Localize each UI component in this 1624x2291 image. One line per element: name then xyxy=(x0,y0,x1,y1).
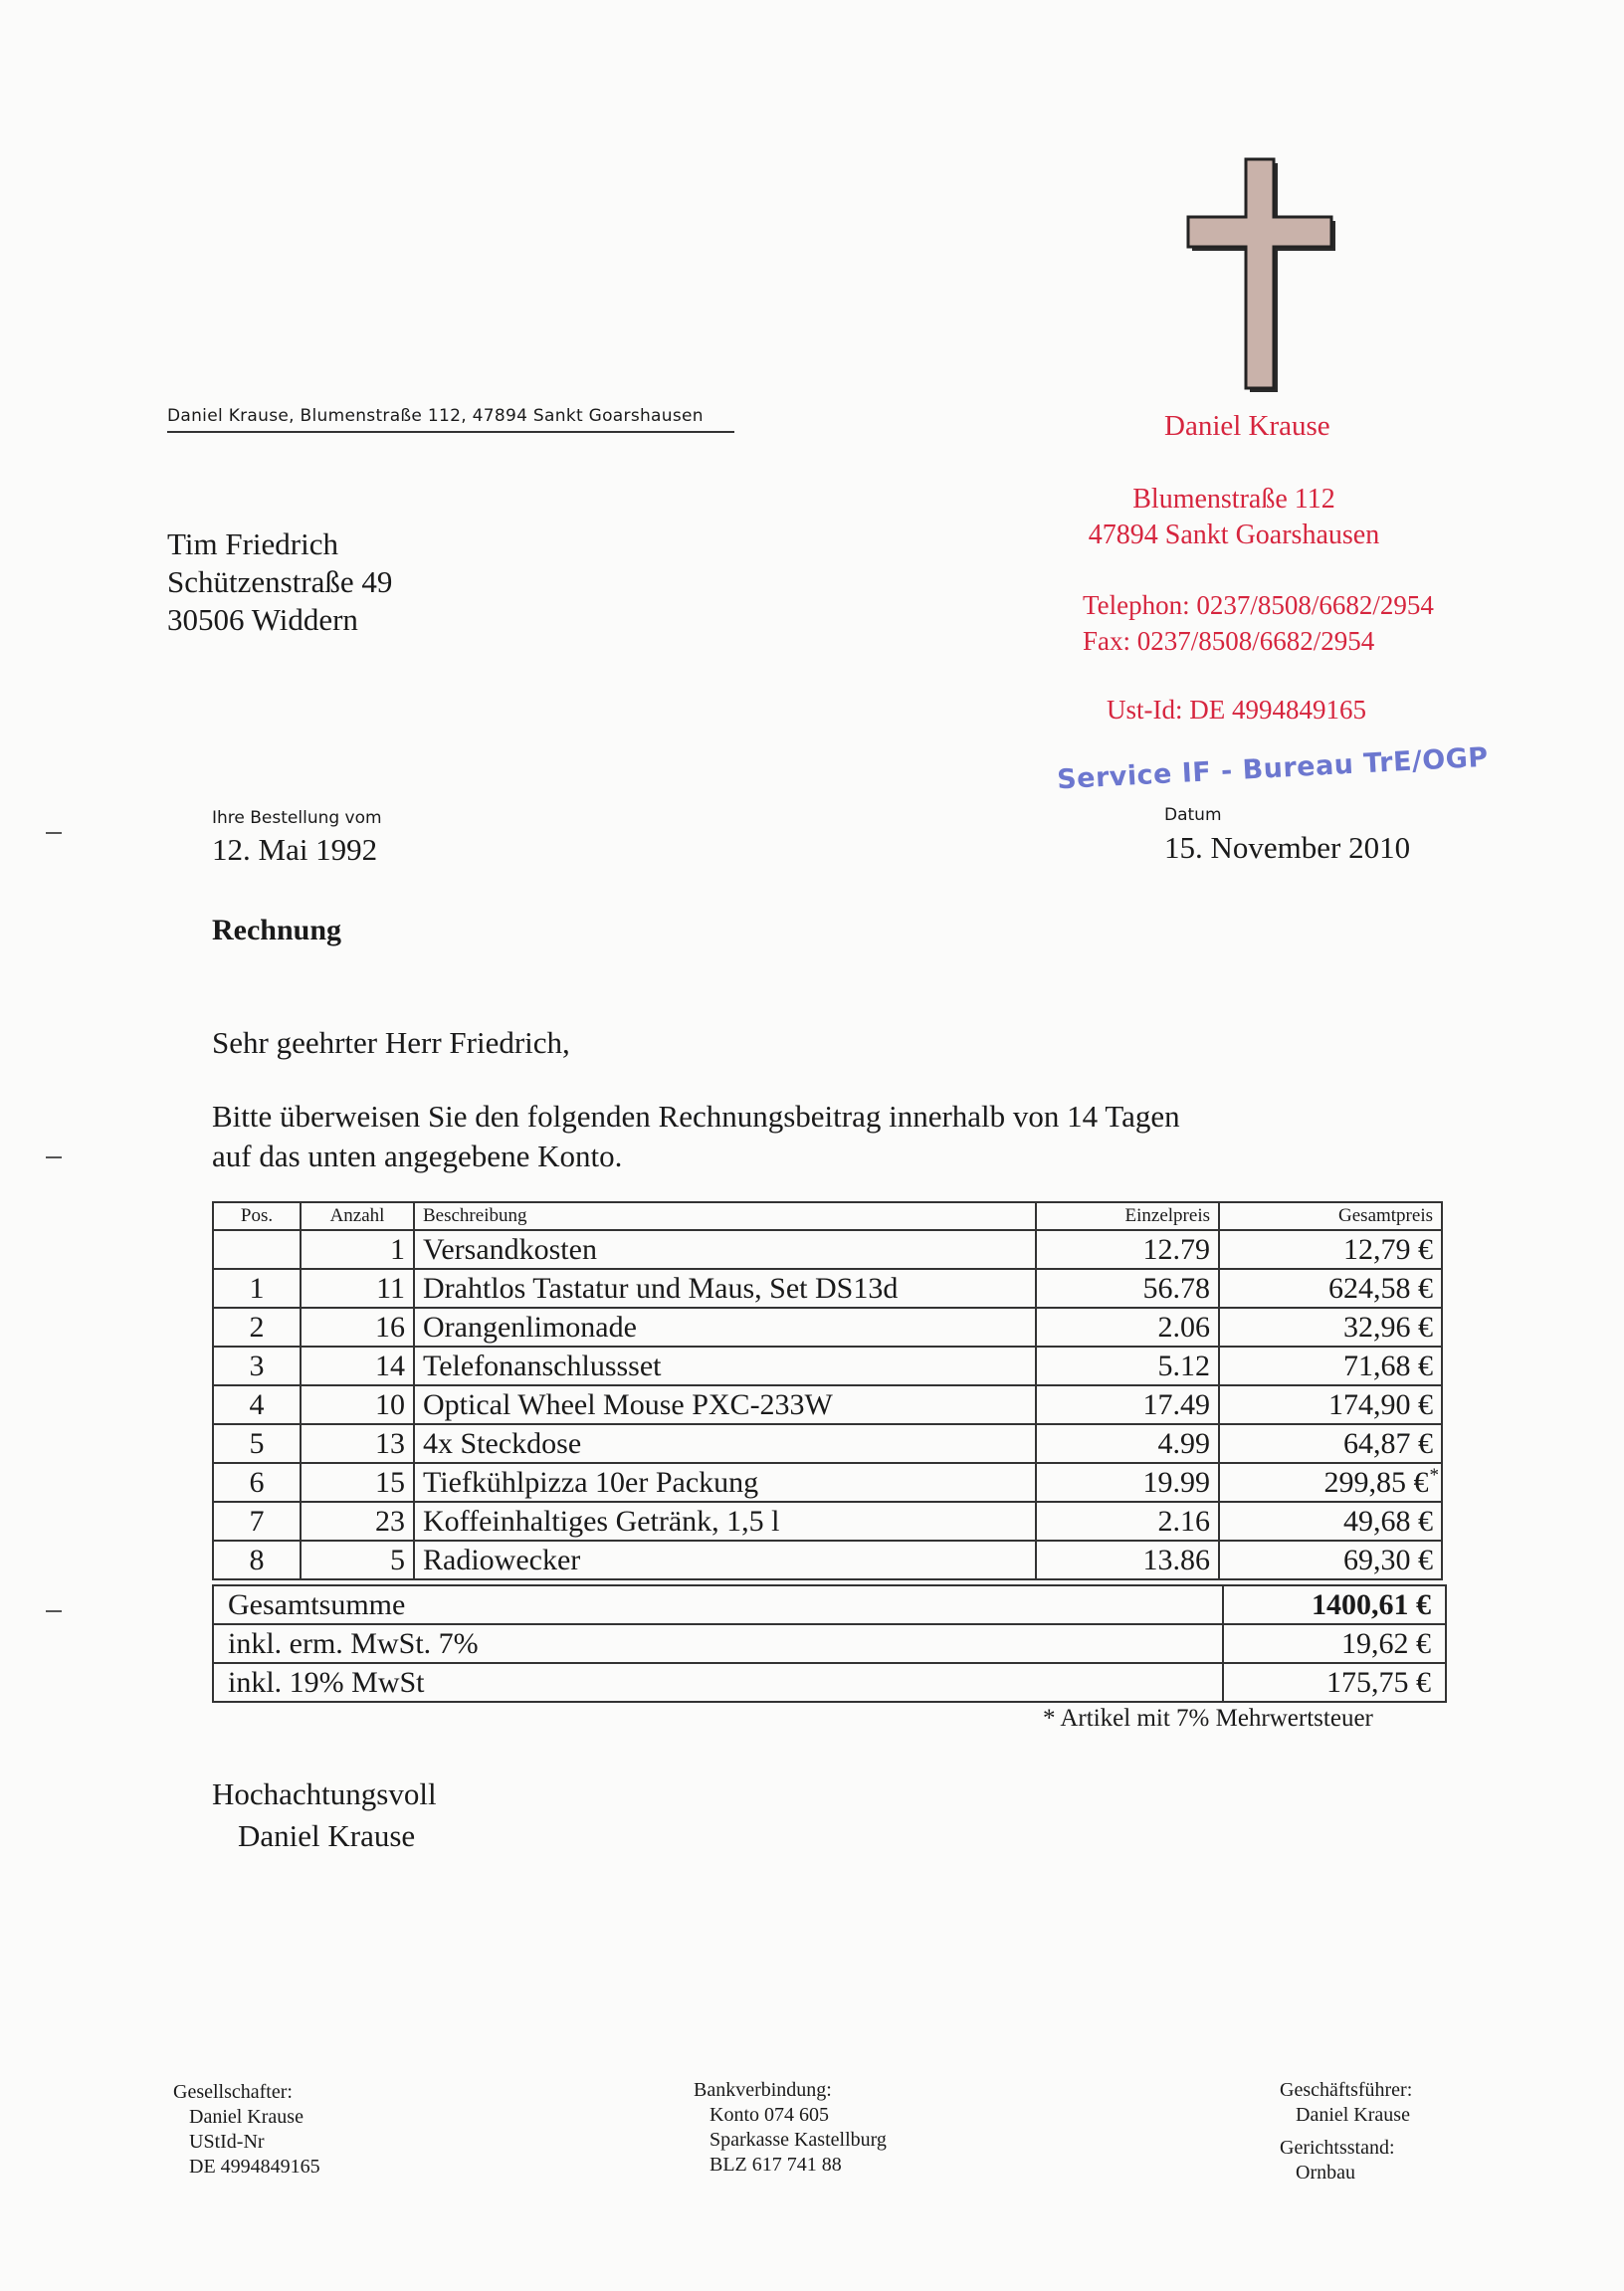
cell-qty: 23 xyxy=(301,1502,414,1541)
cell-pos: 8 xyxy=(213,1541,301,1579)
footer-line: Daniel Krause xyxy=(189,2106,304,2128)
cell-description: Radiowecker xyxy=(414,1541,1036,1579)
closing-name: Daniel Krause xyxy=(238,1818,416,1853)
letterhead-fax: Fax: 0237/8508/6682/2954 xyxy=(1083,626,1375,656)
footer-line: DE 4994849165 xyxy=(189,2156,320,2178)
cell-pos: 6 xyxy=(213,1463,301,1502)
table-row xyxy=(213,1230,1442,1269)
cell-pos: 3 xyxy=(213,1347,301,1385)
sender-return-address: Daniel Krause, Blumenstraße 112, 47894 Sankt Goarshausen xyxy=(167,406,734,433)
recipient-street: Schützenstraße 49 xyxy=(167,564,393,599)
footer-title: Gerichtsstand: xyxy=(1280,2137,1395,2159)
cell-pos: 7 xyxy=(213,1502,301,1541)
letterhead-street: Blumenstraße 112 xyxy=(1132,484,1335,515)
total-row xyxy=(213,1585,1446,1624)
cell-qty: 1 xyxy=(301,1230,414,1269)
table-row xyxy=(213,1541,1442,1579)
header-pos: Pos. xyxy=(213,1202,301,1230)
cell-description: Tiefkühlpizza 10er Packung xyxy=(414,1463,1036,1502)
cell-total-price: 71,68 € xyxy=(1219,1347,1442,1385)
vat19-value: 175,75 € xyxy=(1223,1663,1446,1702)
footer-bank xyxy=(694,2078,887,2178)
cell-total-price: 69,30 € xyxy=(1219,1541,1442,1579)
recipient-address xyxy=(167,525,392,639)
table-row xyxy=(213,1308,1442,1347)
cell-pos xyxy=(213,1230,301,1269)
cell-total-price: 32,96 € xyxy=(1219,1308,1442,1347)
vat-marker: * xyxy=(1429,1464,1439,1486)
cell-pos: 2 xyxy=(213,1308,301,1347)
cell-unit-price: 12.79 xyxy=(1036,1230,1219,1269)
cell-unit-price: 4.99 xyxy=(1036,1424,1219,1463)
vat7-label: inkl. erm. MwSt. 7% xyxy=(213,1624,1223,1663)
cell-description: Koffeinhaltiges Getränk, 1,5 l xyxy=(414,1502,1036,1541)
cell-unit-price: 56.78 xyxy=(1036,1269,1219,1308)
cell-total-price: 49,68 € xyxy=(1219,1502,1442,1541)
total-label: Gesamtsumme xyxy=(213,1585,1223,1624)
footer-title: Bankverbindung: xyxy=(694,2079,832,2101)
cell-unit-price: 2.06 xyxy=(1036,1308,1219,1347)
cell-unit-price: 19.99 xyxy=(1036,1463,1219,1502)
cell-unit-price: 2.16 xyxy=(1036,1502,1219,1541)
table-row xyxy=(213,1347,1442,1385)
vat19-row xyxy=(213,1663,1446,1702)
letterhead-city: 47894 Sankt Goarshausen xyxy=(1088,520,1380,550)
footer-line: UStId-Nr xyxy=(189,2131,265,2153)
header-total-price: Gesamtpreis xyxy=(1219,1202,1442,1230)
cell-description: Optical Wheel Mouse PXC-233W xyxy=(414,1385,1036,1424)
greeting: Sehr geehrter Herr Friedrich, xyxy=(212,1025,570,1060)
footer-line: Daniel Krause xyxy=(1296,2104,1410,2126)
invoice-date: 15. November 2010 xyxy=(1164,830,1411,865)
cell-total-price: 299,85 €* xyxy=(1219,1463,1442,1502)
header-unit-price: Einzelpreis xyxy=(1036,1202,1219,1230)
cell-qty: 15 xyxy=(301,1463,414,1502)
closing xyxy=(212,1773,437,1857)
letterhead-telephone: Telephon: 0237/8508/6682/2954 xyxy=(1083,590,1434,620)
table-row xyxy=(213,1269,1442,1308)
cell-qty: 16 xyxy=(301,1308,414,1347)
items-table xyxy=(212,1201,1443,1580)
total-value: 1400,61 € xyxy=(1223,1585,1446,1624)
ink-stamp: Service IF - Bureau TrE/OGP xyxy=(1056,741,1490,796)
footer-title: Geschäftsführer: xyxy=(1280,2079,1413,2101)
footnote: * Artikel mit 7% Mehrwertsteuer xyxy=(1043,1705,1373,1732)
totals-table xyxy=(212,1584,1447,1703)
footer-line: BLZ 617 741 88 xyxy=(710,2154,842,2176)
cell-qty: 11 xyxy=(301,1269,414,1308)
order-date-label: Ihre Bestellung vom xyxy=(212,808,382,828)
closing-phrase: Hochachtungsvoll xyxy=(212,1776,437,1811)
recipient-city: 30506 Widdern xyxy=(167,602,358,637)
cell-description: Telefonanschlussset xyxy=(414,1347,1036,1385)
cell-unit-price: 5.12 xyxy=(1036,1347,1219,1385)
letterhead-name: Daniel Krause xyxy=(1164,410,1330,442)
cell-description: Orangenlimonade xyxy=(414,1308,1036,1347)
body-text xyxy=(212,1097,1426,1176)
order-date: 12. Mai 1992 xyxy=(212,832,378,867)
document-subject: Rechnung xyxy=(212,914,342,946)
cell-unit-price: 17.49 xyxy=(1036,1385,1219,1424)
vat7-row xyxy=(213,1624,1446,1663)
footer-shareholder xyxy=(173,2080,320,2180)
cell-qty: 10 xyxy=(301,1385,414,1424)
fold-mark xyxy=(46,1610,62,1612)
cell-qty: 14 xyxy=(301,1347,414,1385)
body-line: Bitte überweisen Sie den folgenden Rechnungsbeitrag innerhalb von 14 Tagen xyxy=(212,1099,1180,1134)
cell-total-price: 64,87 € xyxy=(1219,1424,1442,1463)
table-row xyxy=(213,1463,1442,1502)
vat7-value: 19,62 € xyxy=(1223,1624,1446,1663)
letterhead-contact xyxy=(1083,587,1434,659)
footer-management xyxy=(1280,2078,1412,2186)
footer-line: Sparkasse Kastellburg xyxy=(710,2129,887,2151)
cell-pos: 5 xyxy=(213,1424,301,1463)
cell-description: Versandkosten xyxy=(414,1230,1036,1269)
cell-pos: 1 xyxy=(213,1269,301,1308)
cell-qty: 13 xyxy=(301,1424,414,1463)
table-row xyxy=(213,1385,1442,1424)
cell-description: 4x Steckdose xyxy=(414,1424,1036,1463)
cell-qty: 5 xyxy=(301,1541,414,1579)
punch-mark xyxy=(46,1156,62,1158)
recipient-name: Tim Friedrich xyxy=(167,526,338,561)
header-description: Beschreibung xyxy=(414,1202,1036,1230)
header-qty: Anzahl xyxy=(301,1202,414,1230)
footer-line: Konto 074 605 xyxy=(710,2104,829,2126)
cell-total-price: 12,79 € xyxy=(1219,1230,1442,1269)
fold-mark xyxy=(46,832,62,834)
cross-icon xyxy=(1182,155,1337,394)
letterhead-address xyxy=(1085,482,1383,553)
vat19-label: inkl. 19% MwSt xyxy=(213,1663,1223,1702)
table-row xyxy=(213,1424,1442,1463)
letterhead-ust-id: Ust-Id: DE 4994849165 xyxy=(1107,695,1366,725)
footer-title: Gesellschafter: xyxy=(173,2081,293,2103)
body-line: auf das unten angegebene Konto. xyxy=(212,1139,623,1173)
cell-total-price: 624,58 € xyxy=(1219,1269,1442,1308)
cell-description: Drahtlos Tastatur und Maus, Set DS13d xyxy=(414,1269,1036,1308)
table-row xyxy=(213,1502,1442,1541)
cell-total-price: 174,90 € xyxy=(1219,1385,1442,1424)
cell-pos: 4 xyxy=(213,1385,301,1424)
cell-unit-price: 13.86 xyxy=(1036,1541,1219,1579)
invoice-date-label: Datum xyxy=(1164,805,1222,825)
footer-line: Ornbau xyxy=(1296,2162,1355,2184)
table-header-row xyxy=(213,1202,1442,1230)
